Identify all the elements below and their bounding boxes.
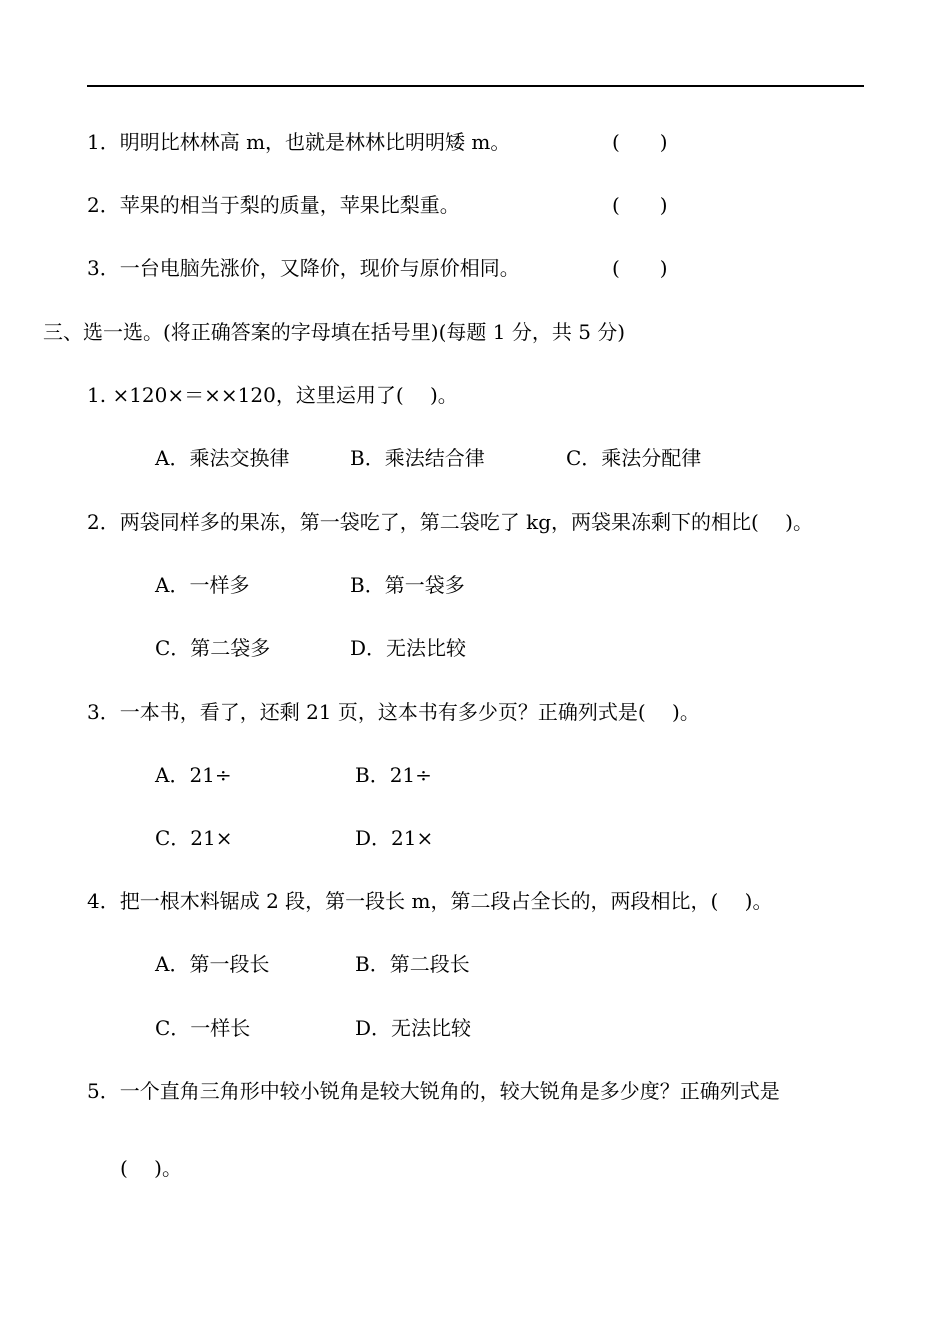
section-heading: 三、选一选。(将正确答案的字母填在括号里)(每题 1 分，共 5 分) bbox=[43, 320, 626, 344]
judge-answer-blank-2[interactable]: ( ) bbox=[612, 193, 668, 217]
question-2-option-b[interactable]: B．第一袋多 bbox=[350, 573, 465, 597]
judge-item-1: 1．明明比林林高 m，也就是林林比明明矮 m。 bbox=[87, 130, 511, 154]
question-2-stem: 2．两袋同样多的果冻，第一袋吃了，第二袋吃了 kg，两袋果冻剩下的相比( )。 bbox=[87, 510, 813, 534]
question-4-option-b[interactable]: B．第二段长 bbox=[355, 952, 470, 976]
question-3-option-a[interactable]: A．21÷ bbox=[155, 763, 232, 787]
question-1-option-b[interactable]: B．乘法结合律 bbox=[350, 446, 485, 470]
header-rule bbox=[87, 85, 864, 87]
question-3-stem: 3．一本书，看了，还剩 21 页，这本书有多少页？正确列式是( )。 bbox=[87, 700, 700, 724]
question-2-option-a[interactable]: A．一样多 bbox=[155, 573, 250, 597]
question-3-option-c[interactable]: C．21× bbox=[155, 826, 233, 850]
question-3-option-d[interactable]: D．21× bbox=[355, 826, 434, 850]
judge-answer-blank-3[interactable]: ( ) bbox=[612, 256, 668, 280]
question-1-stem: 1. ×120×＝××120，这里运用了( )。 bbox=[87, 383, 458, 407]
question-2-option-d[interactable]: D．无法比较 bbox=[350, 636, 467, 660]
judge-item-2: 2．苹果的相当于梨的质量，苹果比梨重。 bbox=[87, 193, 460, 217]
judge-answer-blank-1[interactable]: ( ) bbox=[612, 130, 668, 154]
question-1-option-a[interactable]: A．乘法交换律 bbox=[155, 446, 290, 470]
question-5-answer-blank[interactable]: ( )。 bbox=[120, 1156, 182, 1180]
question-4-option-c[interactable]: C．一样长 bbox=[155, 1016, 251, 1040]
question-3-option-b[interactable]: B．21÷ bbox=[355, 763, 432, 787]
question-1-option-c[interactable]: C．乘法分配律 bbox=[566, 446, 702, 470]
judge-item-3: 3．一台电脑先涨价，又降价，现价与原价相同。 bbox=[87, 256, 520, 280]
question-4-stem: 4．把一根木料锯成 2 段，第一段长 m，第二段占全长的，两段相比，( )。 bbox=[87, 889, 773, 913]
question-4-option-d[interactable]: D．无法比较 bbox=[355, 1016, 472, 1040]
question-2-option-c[interactable]: C．第二袋多 bbox=[155, 636, 271, 660]
question-5-stem: 5．一个直角三角形中较小锐角是较大锐角的，较大锐角是多少度？正确列式是 bbox=[87, 1079, 780, 1103]
question-4-option-a[interactable]: A．第一段长 bbox=[155, 952, 270, 976]
